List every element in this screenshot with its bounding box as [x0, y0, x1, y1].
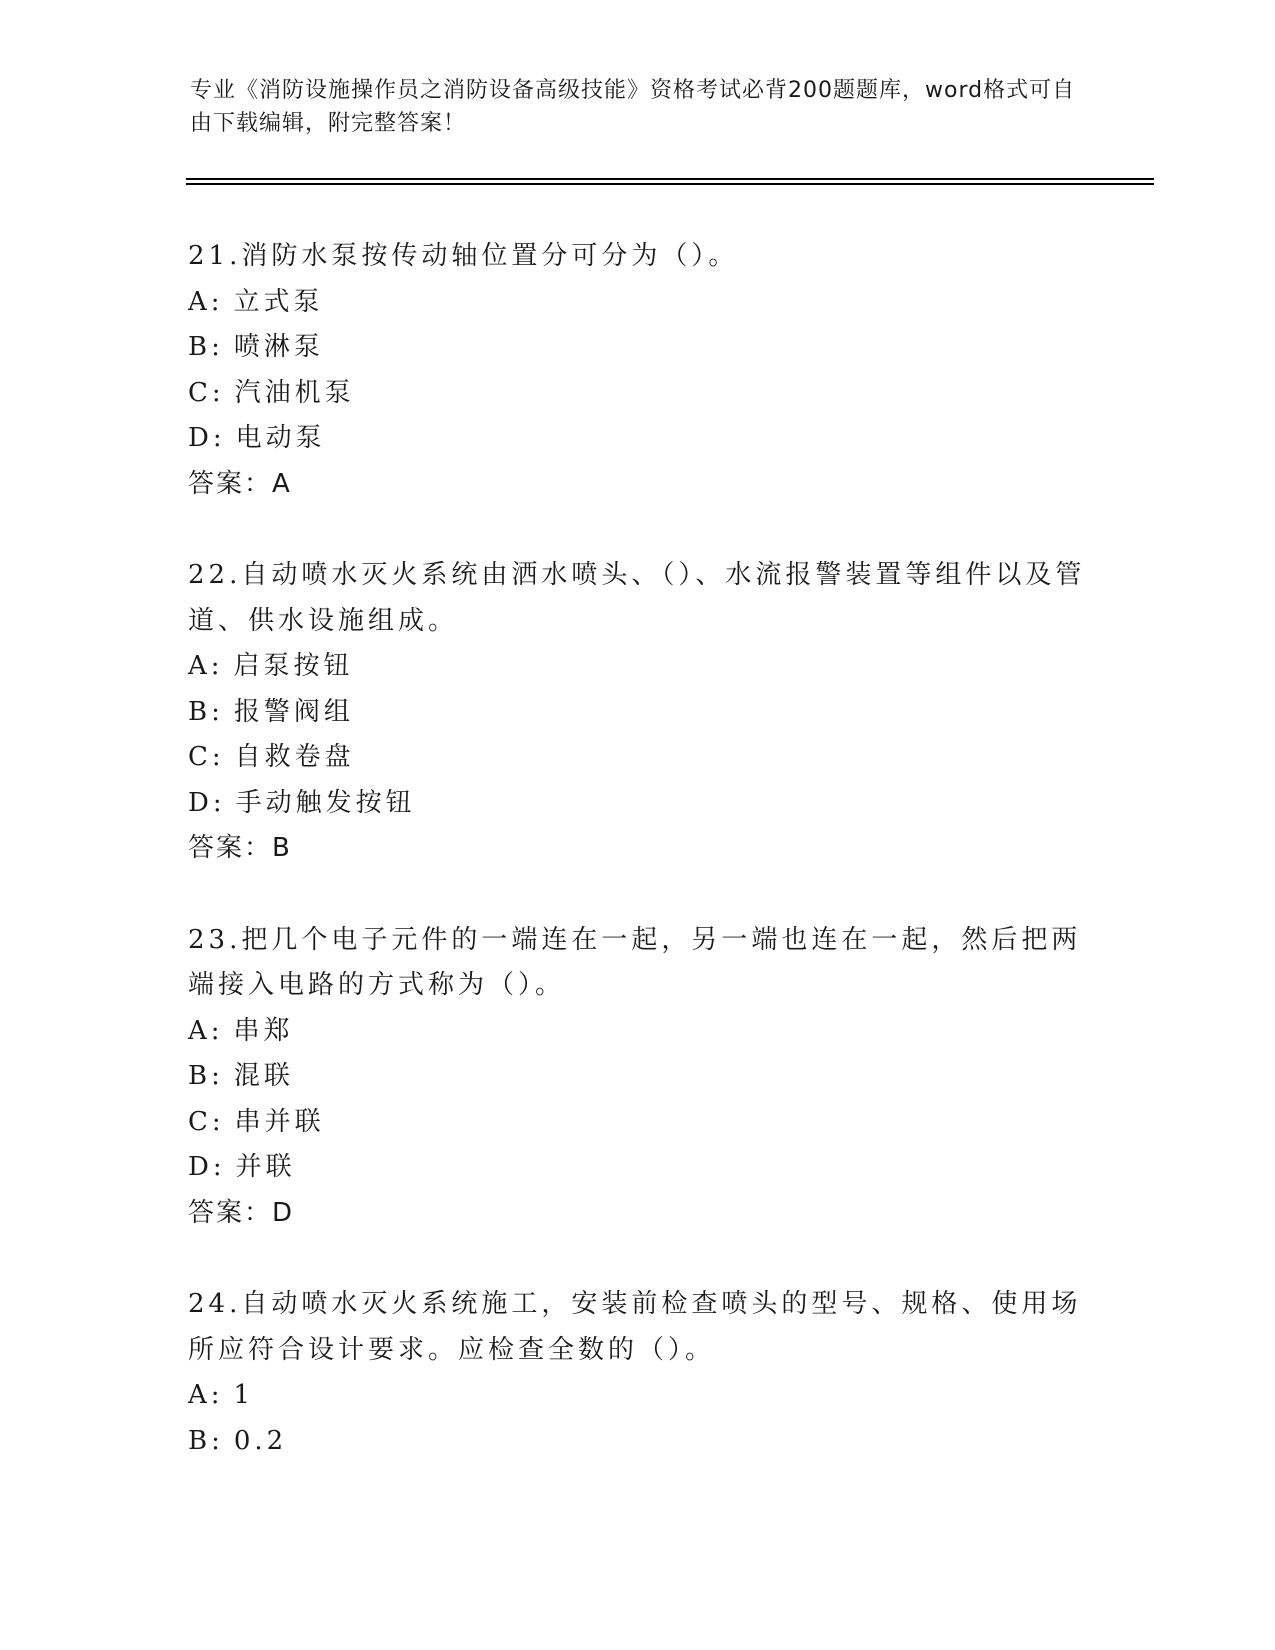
option-letter: D:: [188, 787, 226, 818]
question-list: [188, 234, 1088, 1510]
option-text: 1: [233, 1380, 255, 1410]
option-text: 串并联: [234, 1106, 325, 1137]
option-text: 立式泵: [233, 286, 324, 317]
question-21: [188, 234, 1088, 507]
option-c: [188, 1100, 1088, 1146]
answer-line: 答案：B: [188, 833, 292, 863]
option-d: [188, 1145, 1088, 1191]
option-letter: B:: [188, 332, 224, 362]
option-b: [188, 325, 1088, 371]
option-a: [188, 644, 1088, 690]
option-letter: B:: [188, 1425, 224, 1456]
answer-line: 答案：D: [188, 1197, 295, 1228]
question-23: [188, 918, 1088, 1237]
header-rule-top: [186, 178, 1154, 180]
option-text: 汽油机泵: [234, 377, 355, 408]
option-letter: A:: [188, 286, 224, 317]
option-letter: D:: [188, 1152, 226, 1182]
option-text: 0.2: [233, 1425, 288, 1456]
option-letter: B:: [188, 696, 224, 727]
option-b: [188, 690, 1088, 736]
option-text: 电动泵: [235, 423, 326, 453]
option-letter: C:: [188, 742, 225, 772]
option-letter: C:: [188, 1106, 225, 1137]
question-22: [188, 553, 1088, 872]
option-letter: A:: [188, 1380, 224, 1410]
option-letter: D:: [188, 423, 226, 453]
option-b: [188, 1054, 1088, 1100]
option-text: 喷淋泵: [233, 332, 324, 362]
option-text: 自救卷盘: [234, 742, 355, 772]
option-a: [188, 1009, 1088, 1055]
question-stem: 23.把几个电子元件的一端连在一起，另一端也连在一起，然后把两端接入电路的方式称为（）。: [188, 924, 1082, 1000]
option-text: 并联: [235, 1152, 296, 1182]
option-letter: A:: [188, 651, 224, 681]
option-c: [188, 371, 1088, 417]
question-stem: 22.自动喷水灭火系统由洒水喷头、（）、水流报警装置等组件以及管道、供水设施组成。: [188, 560, 1086, 636]
question-stem: 24.自动喷水灭火系统施工，安装前检查喷头的型号、规格、使用场所应符合设计要求。应检查全数的（）。: [188, 1289, 1082, 1365]
option-c: [188, 735, 1088, 781]
option-text: 混联: [233, 1061, 294, 1091]
option-d: [188, 781, 1088, 827]
option-b: [188, 1419, 1088, 1465]
question-stem: 21.消防水泵按传动轴位置分可分为（）。: [188, 241, 739, 271]
answer-line: 答案：A: [188, 468, 292, 499]
option-letter: A:: [188, 1015, 224, 1046]
option-letter: C:: [188, 377, 225, 408]
option-text: 启泵按钮: [233, 651, 354, 681]
page-header: 专业《消防设施操作员之消防设备高级技能》资格考试必背200题题库，word格式可自由下载编辑，附完整答案！: [190, 78, 1076, 136]
option-letter: B:: [188, 1061, 224, 1091]
option-a: [188, 1373, 1088, 1419]
option-text: 串郑: [233, 1015, 294, 1046]
question-24: [188, 1282, 1088, 1464]
option-d: [188, 416, 1088, 462]
option-text: 手动触发按钮: [235, 787, 416, 818]
option-text: 报警阀组: [233, 696, 354, 727]
option-a: [188, 280, 1088, 326]
header-rule-bottom: [186, 183, 1154, 185]
